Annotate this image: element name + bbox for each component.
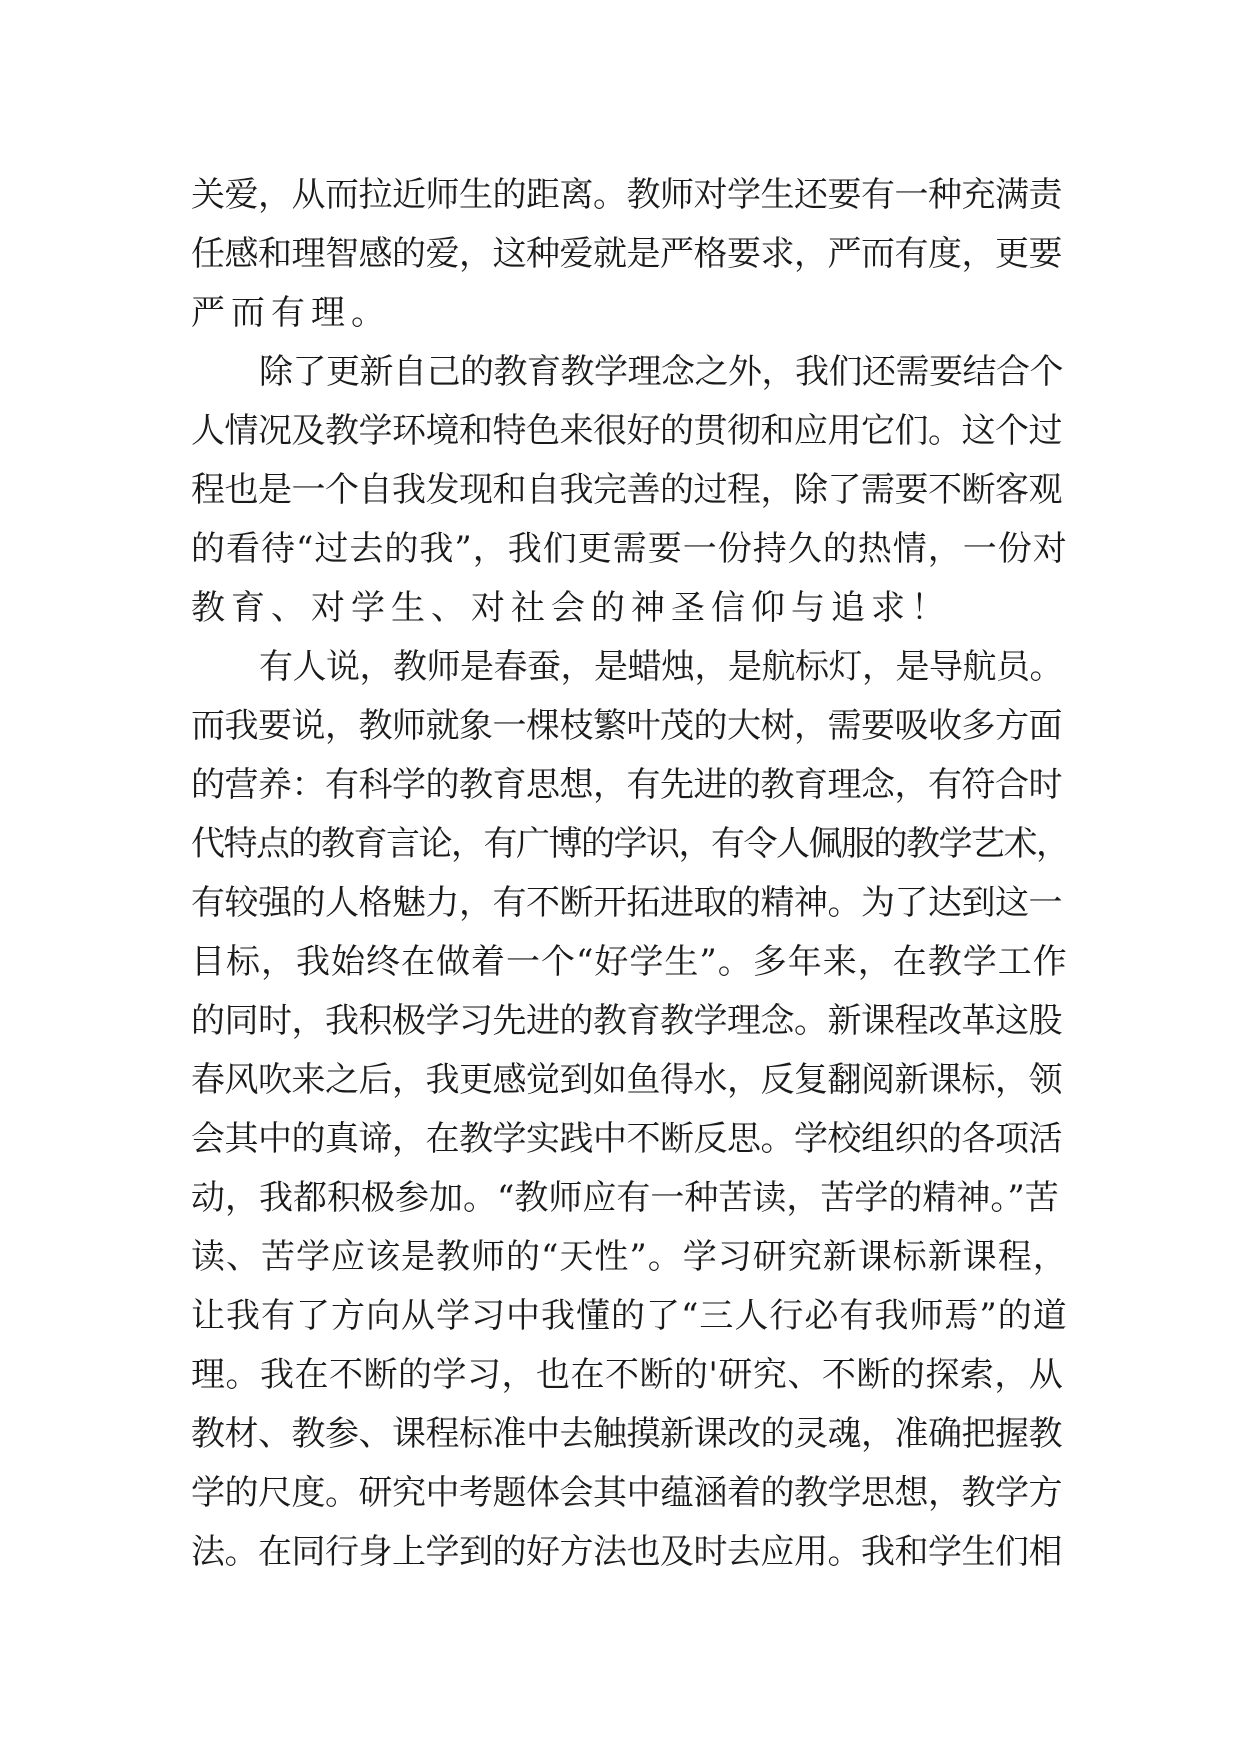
text-line: 的营养：有科学的教育思想，有先进的教育理念，有符合时 — [191, 765, 1062, 805]
text-line: 教育、对学生、对社会的神圣信仰与追求！ — [191, 588, 951, 628]
text-line: 人情况及教学环境和特色来很好的贯彻和应用它们。这个过 — [191, 411, 1062, 451]
text-line: 有人说，教师是春蚕，是蜡烛，是航标灯，是导航员。 — [259, 647, 1063, 687]
text-line: 而我要说，教师就象一棵枝繁叶茂的大树，需要吸收多方面 — [191, 706, 1062, 746]
text-line: 严而有理。 — [191, 293, 391, 333]
text-line: 的看待“过去的我”，我们更需要一份持久的热情，一份对 — [191, 529, 1068, 569]
text-line: 法。在同行身上学到的好方法也及时去应用。我和学生们相 — [191, 1532, 1062, 1572]
text-line: 有较强的人格魅力，有不断开拓进取的精神。为了达到这一 — [191, 883, 1062, 923]
text-line: 读、苦学应该是教师的“天性”。学习研究新课标新课程， — [191, 1237, 1068, 1277]
body-text — [191, 166, 1071, 1582]
text-line: 会其中的真谛，在教学实践中不断反思。学校组织的各项活 — [191, 1119, 1062, 1159]
text-line: 代特点的教育言论，有广博的学识，有令人佩服的教学艺术， — [191, 824, 1069, 864]
text-line: 的同时，我积极学习先进的教育教学理念。新课程改革这股 — [191, 1001, 1062, 1041]
text-line: 程也是一个自我发现和自我完善的过程，除了需要不断客观 — [191, 470, 1062, 510]
text-line: 学的尺度。研究中考题体会其中蕴涵着的教学思想，教学方 — [191, 1473, 1062, 1513]
text-line: 目标，我始终在做着一个“好学生”。多年来，在教学工作 — [191, 942, 1068, 982]
text-line: 关爱，从而拉近师生的距离。教师对学生还要有一种充满责 — [191, 175, 1062, 215]
text-line: 让我有了方向从学习中我懂的了“三人行必有我师焉”的道 — [191, 1296, 1068, 1336]
text-line: 动，我都积极参加。“教师应有一种苦读，苦学的精神。”苦 — [191, 1178, 1059, 1218]
text-line: 春风吹来之后，我更感觉到如鱼得水，反复翻阅新课标，领 — [191, 1060, 1062, 1100]
text-line: 理。我在不断的学习，也在不断的'研究、不断的探索，从 — [191, 1355, 1064, 1395]
text-line: 除了更新自己的教育教学理念之外，我们还需要结合个 — [259, 352, 1063, 392]
text-line: 教材、教参、课程标准中去触摸新课改的灵魂，准确把握教 — [191, 1414, 1062, 1454]
text-line: 任感和理智感的爱，这种爱就是严格要求，严而有度，更要 — [191, 234, 1062, 274]
